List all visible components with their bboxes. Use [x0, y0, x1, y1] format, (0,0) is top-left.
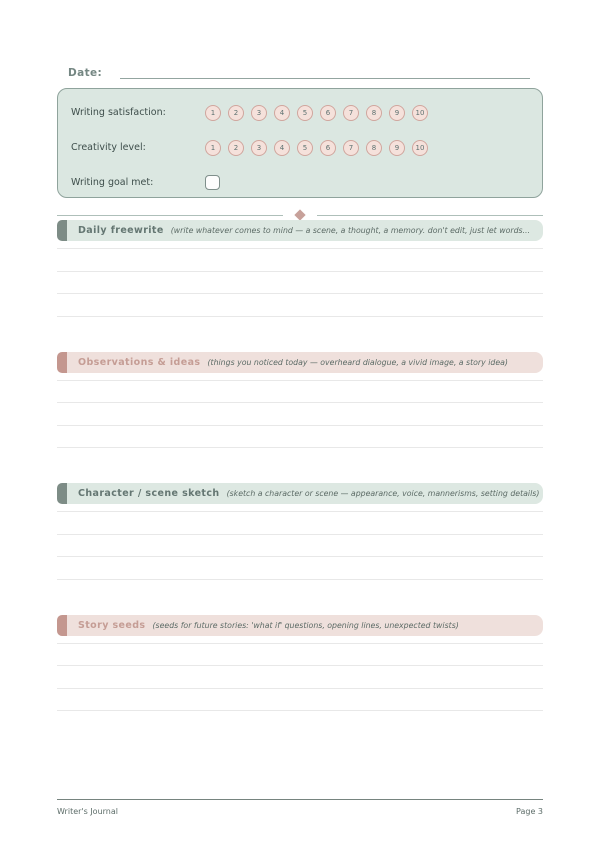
section-tab	[57, 483, 67, 504]
ruled-line	[57, 636, 543, 644]
section-header	[57, 352, 543, 373]
rating-circle-1[interactable]: 1	[205, 105, 221, 121]
section-header	[57, 220, 543, 241]
section-title: Observations & ideas	[78, 356, 201, 368]
rating-circle-5[interactable]: 5	[297, 105, 313, 121]
ruled-line	[57, 381, 543, 404]
rating-circle-1[interactable]: 1	[205, 140, 221, 156]
rating-circle-3[interactable]: 3	[251, 140, 267, 156]
rating-scale	[205, 140, 428, 156]
section-hint: (seeds for future stories: 'what if' questions, opening lines, unexpected twists)	[152, 620, 459, 630]
ruled-line	[57, 666, 543, 689]
diamond-icon	[294, 209, 305, 220]
section-character-scene-sketch	[57, 483, 543, 580]
section-divider	[57, 210, 543, 220]
rating-circle-9[interactable]: 9	[389, 140, 405, 156]
ruled-line	[57, 272, 543, 295]
rating-circle-4[interactable]: 4	[274, 105, 290, 121]
section-daily-freewrite	[57, 220, 543, 317]
page-footer	[57, 799, 543, 816]
goal-met-row	[71, 165, 529, 200]
writing-lines	[57, 241, 543, 317]
rating-circle-7[interactable]: 7	[343, 140, 359, 156]
writing-lines	[57, 636, 543, 712]
section-tab	[57, 352, 67, 373]
rating-circle-10[interactable]: 10	[412, 105, 428, 121]
section-header	[57, 615, 543, 636]
ruled-line	[57, 373, 543, 381]
rating-label: Writing satisfaction:	[71, 107, 166, 118]
rating-row-writing-satisfaction	[71, 95, 529, 130]
ruled-line	[57, 535, 543, 558]
writing-lines	[57, 373, 543, 449]
ruled-line	[57, 557, 543, 580]
ratings-box	[57, 88, 543, 198]
divider-line	[317, 215, 543, 216]
rating-circle-2[interactable]: 2	[228, 105, 244, 121]
date-input-line[interactable]	[120, 64, 530, 79]
section-story-seeds	[57, 615, 543, 712]
section-tab	[57, 615, 67, 636]
rating-circle-8[interactable]: 8	[366, 105, 382, 121]
divider-line	[57, 215, 283, 216]
goal-met-checkbox[interactable]	[205, 175, 220, 190]
ruled-line	[57, 689, 543, 712]
ruled-line	[57, 403, 543, 426]
ruled-line	[57, 249, 543, 272]
section-tab	[57, 220, 67, 241]
rating-circle-8[interactable]: 8	[366, 140, 382, 156]
date-row	[57, 61, 543, 79]
rating-label: Creativity level:	[71, 142, 146, 153]
ruled-line	[57, 504, 543, 512]
ruled-line	[57, 294, 543, 317]
rating-circle-9[interactable]: 9	[389, 105, 405, 121]
rating-circle-4[interactable]: 4	[274, 140, 290, 156]
footer-journal-title: Writer's Journal	[57, 807, 118, 816]
rating-circle-3[interactable]: 3	[251, 105, 267, 121]
section-hint: (write whatever comes to mind — a scene, a thought, a memory. don't edit, just let words...	[170, 226, 531, 235]
ruled-line	[57, 426, 543, 449]
rating-circle-2[interactable]: 2	[228, 140, 244, 156]
section-header	[57, 483, 543, 504]
section-hint: (sketch a character or scene — appearance, voice, mannerisms, setting details)	[226, 489, 540, 498]
section-title: Daily freewrite	[78, 225, 164, 236]
section-title: Character / scene sketch	[78, 488, 220, 499]
section-title: Story seeds	[78, 619, 146, 631]
footer-page-number: Page 3	[516, 807, 543, 816]
rating-circle-6[interactable]: 6	[320, 140, 336, 156]
ruled-line	[57, 512, 543, 535]
section-hint: (things you noticed today — overheard dialogue, a vivid image, a story idea)	[207, 357, 508, 367]
section-observations-ideas	[57, 352, 543, 449]
rating-circle-5[interactable]: 5	[297, 140, 313, 156]
date-label: Date:	[68, 67, 103, 79]
rating-row-creativity-level	[71, 130, 529, 165]
rating-circle-10[interactable]: 10	[412, 140, 428, 156]
goal-met-label: Writing goal met:	[71, 177, 154, 188]
ruled-line	[57, 644, 543, 667]
rating-circle-7[interactable]: 7	[343, 105, 359, 121]
writing-lines	[57, 504, 543, 580]
rating-circle-6[interactable]: 6	[320, 105, 336, 121]
ruled-line	[57, 241, 543, 249]
rating-scale	[205, 105, 428, 121]
